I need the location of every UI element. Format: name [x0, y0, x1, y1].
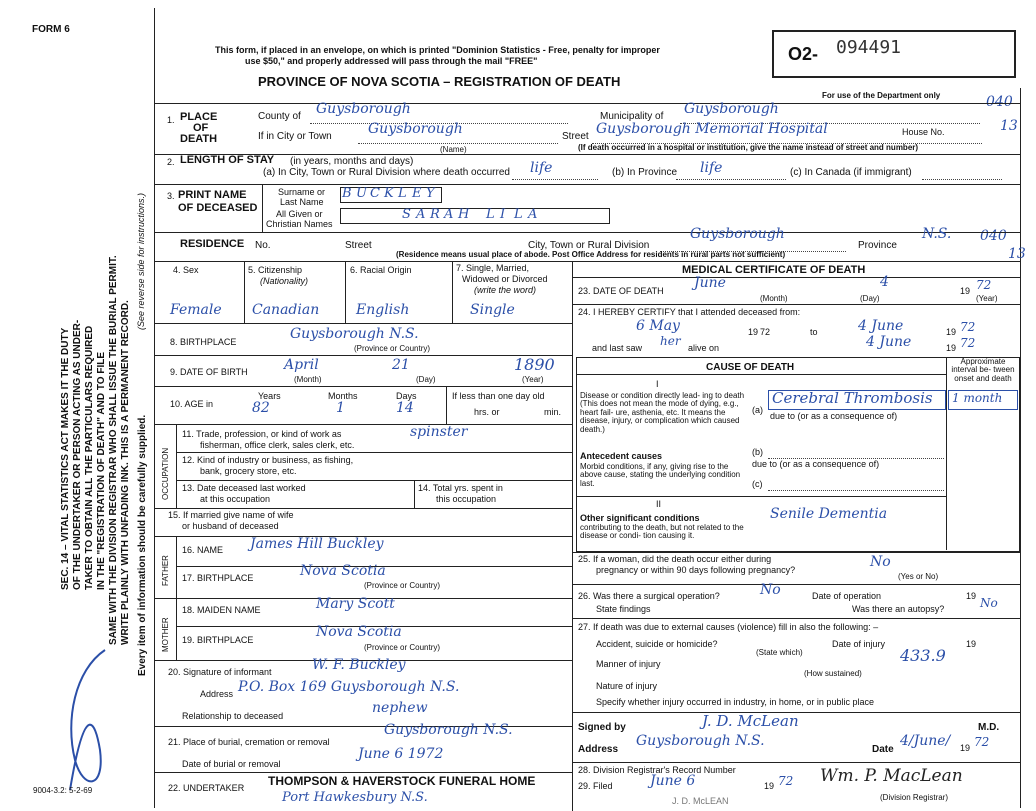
citizenship-label: 5. Citizenship [248, 265, 303, 275]
to-year: 72 [960, 320, 976, 334]
given-char [472, 207, 486, 222]
other-label: Other significant conditions [580, 513, 700, 523]
married-label: 15. If married give name of wife [168, 510, 294, 520]
birthplace-sub: (Province or Country) [354, 344, 431, 353]
roman-2: II [656, 499, 662, 509]
undertaker-stamp: THOMPSON & HAVERSTOCK FUNERAL HOME [268, 774, 536, 788]
county-value: Guysborough [316, 101, 411, 117]
mother-maiden-label: 18. MAIDEN NAME [182, 605, 261, 615]
op-year-prefix: 19 [966, 591, 977, 601]
side-instruction-5: SAME WITH THE DIVISION REGISTRAR WHO SHALL ISSUE THE BURIAL PERMIT. [108, 255, 119, 645]
given-char: H [458, 207, 470, 222]
attended-from: 6 May [636, 318, 680, 334]
last-saw-label: and last saw [592, 343, 643, 353]
external-label: 27. If death was due to external causes (violence) fill in also the following: – [578, 622, 879, 632]
autopsy-label: Was there an autopsy? [852, 604, 945, 614]
mother-maiden-value: Mary Scott [316, 596, 395, 612]
res-no-label: No. [255, 240, 271, 251]
signed-value: J. D. McLean [702, 712, 799, 730]
stay-b-value: life [700, 160, 723, 176]
occupation-value: spinster [410, 424, 468, 440]
due-to-1: due to (or as a consequence of) [770, 411, 898, 421]
surname-chars [342, 186, 440, 201]
print-name-label: PRINT NAME [178, 189, 247, 201]
woman-label-2: pregnancy or within 90 days following pregnancy? [596, 565, 796, 575]
relationship-label: Relationship to deceased [182, 711, 284, 721]
stay-a-label: (a) In City, Town or Rural Division where death occurred [263, 167, 510, 178]
dob-month: April [284, 357, 319, 373]
given-label: All Given or [276, 209, 323, 219]
trade-label-2: fisherman, office clerk, sales clerk, etc. [200, 440, 355, 450]
stay-c-label: (c) In Canada (if immigrant) [790, 167, 912, 178]
given-chars [402, 207, 542, 222]
rule-personal-top [154, 261, 1020, 262]
given-char: A [416, 207, 426, 222]
frame-right [1020, 88, 1021, 808]
sex-value: Female [170, 302, 222, 318]
state-which-label: (State which) [756, 648, 803, 657]
industry-label-2: bank, grocery store, etc. [200, 466, 297, 476]
rule-residence-top [154, 232, 1020, 233]
res-city-value: Guysborough [690, 226, 785, 242]
less-day-label: If less than one day old [452, 391, 545, 401]
last-worked-label: 13. Date deceased last worked [182, 483, 306, 493]
stay-a-value: life [530, 160, 553, 176]
place-of-label: OF [193, 122, 209, 134]
how-label: (How sustained) [804, 669, 862, 678]
side-instruction-1: SEC. 14 – VITAL STATISTICS ACT MAKES IT THE DUTY [60, 327, 71, 590]
stay-b-label: (b) In Province [612, 167, 678, 178]
roman-1: I [656, 379, 659, 389]
rule-stay-top [154, 154, 1020, 155]
write-word-label: (write the word) [474, 285, 537, 295]
surgery-label: 26. Was there a surgical operation? [578, 591, 720, 601]
injury-year-prefix: 19 [966, 639, 977, 649]
rule-28 [572, 762, 1020, 763]
occupation-bar [176, 424, 177, 508]
place-num: 1. [167, 115, 175, 125]
div-sex [244, 261, 245, 323]
signed-year-prefix: 19 [960, 743, 971, 753]
print-num: 3. [167, 191, 175, 201]
given-char: R [430, 207, 440, 222]
hrs-label: hrs. or [474, 407, 500, 417]
racial-label: 6. Racial Origin [350, 265, 412, 275]
dob-day: 21 [392, 357, 410, 373]
interval-label: Approximate interval be- tween onset and death [951, 357, 1015, 383]
hospital-note: (If death occurred in a hospital or institution, give the name instead of street and number) [578, 143, 919, 152]
manner-label: Manner of injury [596, 659, 661, 669]
undertaker-label: 22. UNDERTAKER [168, 783, 245, 793]
age-months-label: Months [328, 391, 358, 401]
age-days: 14 [396, 400, 414, 416]
stay-c-line [922, 179, 1002, 180]
stay-num: 2. [167, 157, 175, 167]
rule-9 [154, 355, 572, 356]
place-label: PLACE [180, 111, 218, 123]
given-char: I [500, 207, 506, 222]
signed-year: 72 [974, 735, 990, 749]
father-birth-value: Nova Scotia [300, 563, 386, 579]
informant-address-label: Address [200, 689, 234, 699]
rule-26 [572, 584, 1020, 585]
div-less-day [446, 386, 447, 424]
dept-code-3: 040 [980, 228, 1007, 244]
surgery-value: No [760, 582, 781, 598]
birthplace-label: 8. BIRTHPLACE [170, 337, 237, 347]
informant-label: 20. Signature of informant [168, 667, 272, 677]
injury-code: 433.9 [900, 646, 946, 665]
from-year-prefix: 19 [748, 327, 759, 337]
res-province-label: Province [858, 240, 897, 251]
div-cit [345, 261, 346, 323]
given-char: L [514, 207, 523, 222]
rule-24 [572, 304, 1020, 305]
md-label: M.D. [978, 722, 1000, 733]
rule-15 [154, 508, 572, 509]
father-birth-label: 17. BIRTHPLACE [182, 573, 254, 583]
cause-title: CAUSE OF DEATH [706, 362, 795, 373]
city-town-value: Guysborough [368, 121, 463, 137]
age-years-label: Years [258, 391, 281, 401]
stay-b-line [676, 179, 786, 180]
age-label: 10. AGE in [170, 399, 214, 409]
margin-flourish [55, 640, 125, 810]
father-bar [176, 536, 177, 598]
rule-22 [154, 772, 572, 773]
undertaker-place: Port Hawkesbury N.S. [282, 790, 428, 805]
widowed-label: Widowed or Divorced [462, 274, 548, 284]
surname-char: L [398, 186, 407, 201]
house-no-label: House No. [902, 127, 945, 137]
surname-char: E [412, 186, 422, 201]
address-label: Address [578, 744, 619, 755]
occupation-label: OCCUPATION [161, 447, 170, 500]
min-label: min. [544, 407, 562, 417]
municipality-label: Municipality of [600, 111, 664, 122]
side-instruction-3: TAKER TO OBTAIN ALL THE PARTICULARS REQUIRED [84, 325, 95, 590]
rule-10 [154, 386, 572, 387]
registration-number: 094491 [836, 37, 902, 58]
mail-notice-1: This form, if placed in an envelope, on which is printed "Dominion Statistics - Free, penalty for improper [215, 45, 660, 55]
certify-label: 24. I HEREBY CERTIFY that I attended deceased from: [578, 307, 801, 317]
rule-23 [572, 277, 1020, 278]
death-year-sub: (Year) [976, 294, 998, 303]
side-instruction-6: WRITE PLAINLY WITH UNFADING INK. THIS IS A PERMANENT RECORD. [120, 300, 131, 645]
side-instruction-2: OF THE UNDERTAKER OR PERSON ACTING AS UNDER- [72, 319, 83, 590]
mother-label: MOTHER [161, 617, 170, 652]
sex-label: 4. Sex [173, 265, 199, 275]
rule-11 [154, 424, 572, 425]
death-month-sub: (Month) [760, 294, 788, 303]
stay-a-line [512, 179, 598, 180]
dob-month-sub: (Month) [294, 375, 322, 384]
column-divider [572, 261, 573, 811]
registrar-signature: Wm. P. MacLean [820, 766, 963, 786]
surname-char: B [342, 186, 352, 201]
injury-date-label: Date of injury [832, 639, 886, 649]
department-use-label: For use of the Department only [822, 91, 941, 100]
death-month: June [694, 275, 726, 291]
div-registrar-label: (Division Registrar) [880, 793, 949, 802]
birthplace-value: Guysborough N.S. [290, 326, 419, 342]
form-label: FORM 6 [32, 24, 70, 35]
place-death-label: DEATH [180, 133, 218, 145]
residence-label: RESIDENCE [180, 238, 245, 250]
age-days-label: Days [396, 391, 417, 401]
surname-char: Y [426, 186, 435, 201]
nature-label: Nature of injury [596, 681, 658, 691]
county-label: County of [258, 111, 301, 122]
christian-label: Christian Names [266, 219, 333, 229]
mother-birth-label: 19. BIRTHPLACE [182, 635, 254, 645]
signed-address: Guysborough N.S. [636, 733, 765, 749]
yes-no-label: (Yes or No) [898, 572, 939, 581]
div-race [452, 261, 453, 323]
cause-c-line [768, 490, 944, 491]
burial-date-label: Date of burial or removal [182, 759, 281, 769]
div-14 [414, 480, 415, 508]
alive-year-prefix: 19 [946, 343, 957, 353]
father-name-label: 16. NAME [182, 545, 224, 555]
dob-label: 9. DATE OF BIRTH [170, 367, 248, 377]
death-year-prefix: 19 [960, 286, 971, 296]
rule-13 [176, 480, 572, 481]
signed-label: Signed by [578, 722, 626, 733]
alive-year: 72 [960, 336, 976, 350]
dept-code-1: 040 [986, 94, 1013, 110]
antecedent-desc: Morbid conditions, if any, giving rise to the above cause, stating the underlying condition last. [580, 462, 741, 488]
married-label-2: or husband of deceased [182, 521, 279, 531]
cause-a-value: Cerebral Thrombosis [772, 389, 933, 407]
age-years: 82 [252, 400, 270, 416]
date-label: Date [872, 744, 894, 755]
death-day: 4 [880, 274, 889, 290]
signed-date: 4/June/ [900, 733, 951, 749]
other-desc: contributing to the death, but not related to the disease or condi- tion causing it. [580, 523, 744, 541]
alive-on-label: alive on [688, 343, 720, 353]
given-char: A [444, 207, 454, 222]
burial-date-value: June 6 1972 [358, 746, 444, 762]
death-year: 72 [976, 278, 992, 292]
name-divider [262, 184, 263, 232]
to-label: to [810, 327, 818, 337]
age-months: 1 [336, 400, 345, 416]
other-value: Senile Dementia [770, 506, 888, 522]
rule-25 [572, 552, 1020, 553]
stay-sub: (in years, months and days) [290, 156, 414, 167]
residence-note: (Residence means usual place of abode. Post Office Address for residents in rural parts not sufficient) [396, 250, 786, 259]
woman-label: 25. If a woman, did the death occur either during [578, 554, 772, 564]
rule-place-top [154, 103, 1020, 104]
relationship-value: nephew [372, 700, 428, 716]
form-title: PROVINCE OF NOVA SCOTIA – REGISTRATION OF DEATH [258, 74, 621, 89]
burial-place-value: Guysborough N.S. [384, 722, 513, 738]
burial-label: 21. Place of burial, cremation or removal [168, 737, 330, 747]
mother-bar [176, 598, 177, 660]
dob-day-sub: (Day) [416, 375, 436, 384]
attended-to: 4 June [858, 318, 904, 334]
autopsy-value: No [980, 596, 998, 610]
filed-year: 72 [778, 774, 794, 788]
father-birth-sub: (Province or Country) [364, 581, 441, 590]
street-label: Street [562, 131, 589, 142]
given-char: A [528, 207, 538, 222]
stay-label: LENGTH OF STAY [180, 154, 275, 166]
mail-notice-2: use $50," and properly addressed will pass through the mail "FREE" [245, 56, 538, 66]
dob-year-sub: (Year) [522, 375, 544, 384]
mother-birth-value: Nova Scotia [316, 624, 402, 640]
dept-code-2: 13 [1000, 118, 1018, 134]
surname-char: K [384, 186, 394, 201]
last-name-label: Last Name [280, 197, 324, 207]
nationality-label: (Nationality) [260, 276, 309, 286]
city-town-line [358, 143, 558, 144]
res-street-label: Street [345, 240, 372, 251]
city-town-label: If in City or Town [258, 131, 332, 142]
res-province-value: N.S. [922, 226, 952, 242]
city-town-sub: (Name) [440, 145, 467, 154]
father-label: FATHER [161, 555, 170, 586]
rule-cause-head [576, 374, 946, 375]
state-findings-label: State findings [596, 604, 651, 614]
marital-value: Single [470, 302, 515, 318]
rule-12 [176, 452, 572, 453]
disease-label: Disease or condition directly lead- ing to death (This does not mean the mode of dying, e.g., heart fail- ure, asthenia, etc. It means the disease, injury, or complication which caused death.) [580, 391, 745, 434]
of-deceased-label: OF DECEASED [178, 202, 258, 214]
surname-char: C [370, 186, 380, 201]
interval-a-value: 1 month [952, 391, 1003, 405]
side-instruction-7: (See reverse side for instructions.) [136, 192, 146, 330]
total-yrs-label: 14. Total yrs. spent in [418, 483, 503, 493]
filed-label: 29. Filed [578, 781, 613, 791]
industry-label: 12. Kind of industry or business, as fishing, [182, 455, 354, 465]
single-label: 7. Single, Married, [456, 263, 530, 273]
surname-label: Surname or [278, 187, 326, 197]
rule-cause-ii [576, 496, 946, 497]
total-yrs-label-2: this occupation [436, 494, 497, 504]
reg-record-label: 28. Division Registrar's Record Number [578, 765, 736, 775]
cause-b-marker: (b) [752, 447, 763, 457]
registration-prefix: O2- [788, 44, 819, 64]
typed-name-stamp: J. D. McLEAN [672, 796, 729, 806]
given-char: S [402, 207, 411, 222]
informant-value: W. F. Buckley [312, 657, 406, 673]
specify-label: Specify whether injury occurred in industry, in home, or in public place [596, 697, 874, 707]
municipality-value: Guysborough [684, 101, 779, 117]
trade-label: 11. Trade, profession, or kind of work as [182, 429, 342, 439]
accident-label: Accident, suicide or homicide? [596, 639, 718, 649]
res-city-label: City, Town or Rural Division [528, 240, 650, 251]
side-instruction-8: Every item of information should be carefully supplied. [137, 414, 148, 676]
informant-address-value: P.O. Box 169 Guysborough N.S. [238, 679, 460, 695]
father-name-value: James Hill Buckley [250, 536, 384, 552]
frame-left [154, 8, 155, 808]
surname-char: U [356, 186, 367, 201]
cause-a-marker: (a) [752, 405, 763, 415]
filed-value: June 6 [650, 773, 696, 789]
due-to-2: due to (or as a consequence of) [752, 459, 880, 469]
last-worked-label-2: at this occupation [200, 494, 271, 504]
cause-c-marker: (c) [752, 479, 763, 489]
alive-on-value: 4 June [866, 334, 912, 350]
form-code: 9004-3.2: 5-2-69 [33, 786, 93, 795]
side-instruction-4: IN THE "REGISTRATION OF DEATH" AND TO FILE [96, 352, 107, 590]
racial-value: English [356, 302, 410, 318]
from-year: 72 [760, 327, 771, 337]
citizenship-value: Canadian [252, 302, 320, 318]
op-date-label: Date of operation [812, 591, 882, 601]
mother-birth-sub: (Province or Country) [364, 643, 441, 652]
interval-divider [946, 357, 947, 550]
to-year-prefix: 19 [946, 327, 957, 337]
dob-year: 1890 [514, 355, 555, 374]
antecedent-label: Antecedent causes [580, 451, 663, 461]
medical-title: MEDICAL CERTIFICATE OF DEATH [682, 264, 866, 276]
dept-code-4: 13 [1008, 246, 1026, 262]
death-date-label: 23. DATE OF DEATH [578, 286, 664, 296]
rule-name-top [154, 184, 1020, 185]
last-saw-value: her [660, 334, 681, 348]
woman-value: No [870, 554, 891, 570]
rule-27 [572, 618, 1020, 619]
rule-8 [154, 323, 572, 324]
street-value: Guysborough Memorial Hospital [596, 121, 828, 137]
filed-year-prefix: 19 [764, 781, 775, 791]
given-char: L [486, 207, 495, 222]
death-day-sub: (Day) [860, 294, 880, 303]
